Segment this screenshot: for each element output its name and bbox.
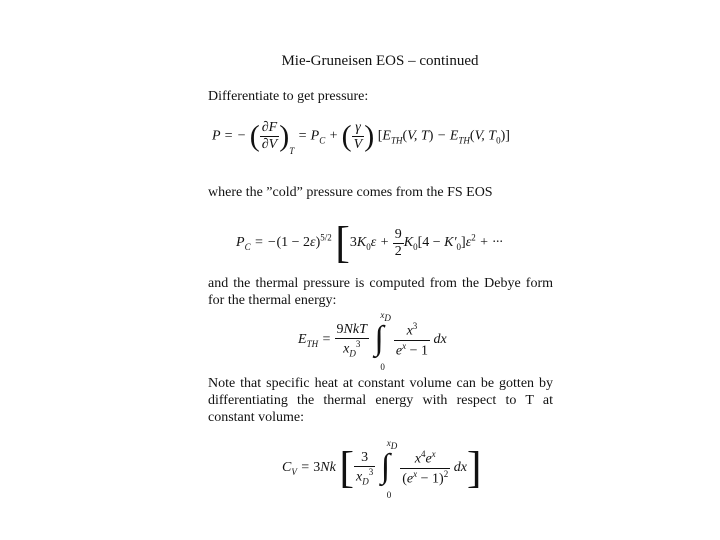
- body-text-thermal-pressure: and the thermal pressure is computed from the Debye form for the thermal energy:: [208, 276, 553, 308]
- body-text-specific-heat: Note that specific heat at constant volume can be gotten by differentiating the thermal energy with respect to T at constant volume:: [208, 376, 553, 425]
- body-text-differentiate: Differentiate to get pressure:: [208, 89, 369, 104]
- equation-specific-heat: $C_V = 3Nk$ [ $\frac{3}{x_D^3}$ $x_D$ ∫ 0 $\frac{x^4e^x}{(e^x - 1)^2}$ dx]: [282, 438, 482, 500]
- body-text-cold-pressure: where the ”cold” pressure comes from the FS EOS: [208, 185, 493, 200]
- equation-cold-pressure: $P_C = -(1 - 2\varepsilon)^{5/2}$ [$3K_0\varepsilon$ + $\frac{9}{2}$ $K_0[4 - K'_0]\varepsilon^2$ + ···: [236, 218, 503, 267]
- equation-pressure: P = − ( $\frac{\partial F}{\partial V}$ )$_T = P_C$ + ( $\frac{\gamma}{V}$ ) [$E_{TH}(V$, $T) - E_{TH}(V$, $T_0$)]: [212, 119, 510, 156]
- equation-thermal-energy: $E_{TH}$ = $\frac{\text{9NkT}}{x_D^3}$ $x_D$ ∫ 0 $\frac{x^3}{e^x - 1}$ dx: [298, 310, 447, 372]
- slide-title: Mie-Gruneisen EOS – continued: [281, 53, 479, 69]
